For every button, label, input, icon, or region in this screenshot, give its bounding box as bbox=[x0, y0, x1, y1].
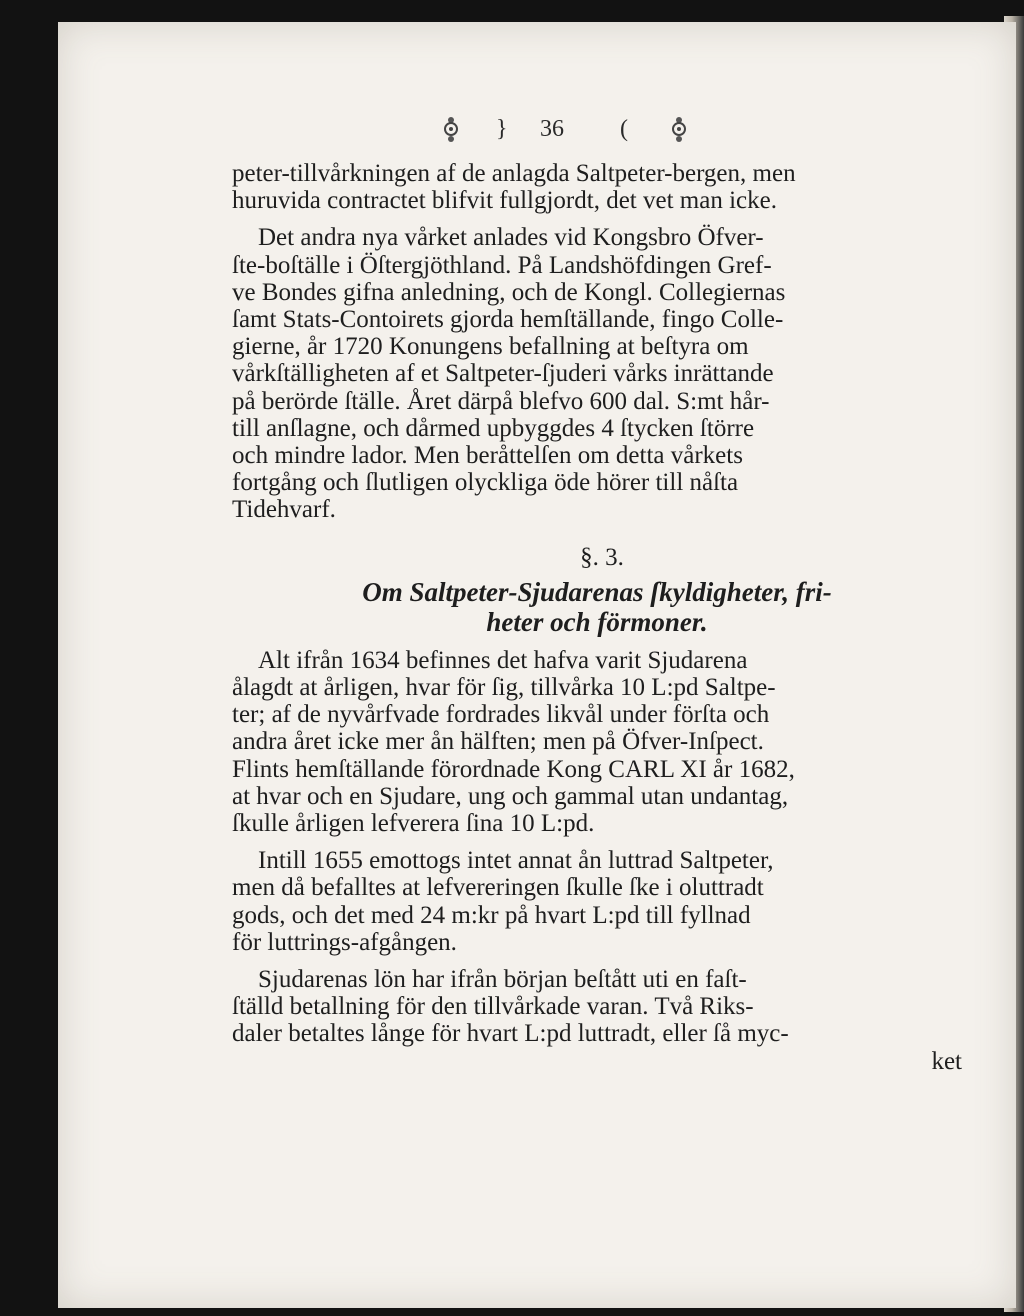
text-line: ſamt Stats-Contoirets gjorda hemſtällande, fingo Colle- bbox=[232, 306, 784, 334]
text-line: ſtälld betallning för den tillvårkade varan. Två Riks- bbox=[232, 993, 754, 1021]
header-right-bracket: ( bbox=[620, 116, 628, 142]
text-line: andra året icke mer ån hälften; men på Öfver-Inſpect. bbox=[232, 728, 764, 756]
left-ornament-icon bbox=[440, 114, 462, 144]
text-line: men då befalltes at lefvereringen ſkulle ſke i oluttradt bbox=[232, 874, 764, 902]
text-line: till anſlagne, och dårmed upbyggdes 4 ſtycken ſtörre bbox=[232, 414, 755, 442]
text-line: Intill 1655 emottogs intet annat ån luttrad Saltpeter, bbox=[258, 847, 774, 875]
section-number: §. 3. bbox=[580, 543, 624, 571]
paragraph-1 bbox=[232, 160, 962, 214]
paragraph-5 bbox=[232, 966, 962, 1048]
text-line: ſte-boſtälle i Öſtergjöthland. På Landshöfdingen Gref- bbox=[232, 251, 772, 279]
text-line: gierne, år 1720 Konungens befallning at beſtyra om bbox=[232, 333, 749, 361]
header-left-bracket: } bbox=[496, 116, 508, 142]
text-line: gods, och det med 24 m:kr på hvart L:pd till fyllnad bbox=[232, 901, 751, 929]
text-line: Sjudarenas lön har ifrån början beſtått uti en faſt- bbox=[258, 966, 747, 994]
right-ornament-icon bbox=[668, 114, 690, 144]
running-head bbox=[440, 108, 780, 148]
text-line: ſkulle årligen lefverera ſina 10 L:pd. bbox=[232, 810, 595, 838]
text-line: huruvida contractet blifvit fullgjordt, det vet man icke. bbox=[232, 187, 777, 215]
paragraph-3 bbox=[232, 647, 962, 837]
text-line: peter-tillvårkningen af de anlagda Saltpeter-bergen, men bbox=[232, 160, 796, 187]
text-line: at hvar och en Sjudare, ung och gammal utan undantag, bbox=[232, 782, 789, 810]
text-line: Det andra nya vårket anlades vid Kongsbro Öfver- bbox=[258, 224, 764, 252]
catchword: ket bbox=[931, 1047, 962, 1075]
text-line: ålagdt at årligen, hvar för ſig, tillvårka 10 L:pd Saltpe- bbox=[232, 674, 776, 702]
text-line: på berörde ſtälle. Året därpå blefvo 600 dal. S:mt hår- bbox=[232, 387, 770, 415]
page-number: 36 bbox=[540, 116, 564, 142]
paragraph-4 bbox=[232, 847, 962, 956]
text-line: och mindre lador. Men beråttelſen om detta vårkets bbox=[232, 442, 743, 470]
body-text bbox=[232, 160, 962, 1075]
text-line: ter; af de nyvårfvade fordrades likvål under förſta och bbox=[232, 701, 770, 729]
text-line: vårkſtälligheten af et Saltpeter-ſjuderi vårks inrättande bbox=[232, 360, 774, 388]
text-line: Flints hemſtällande förordnade Kong CARL XI år 1682, bbox=[232, 755, 795, 783]
paragraph-2 bbox=[232, 224, 962, 523]
section-title-line-2: heter och förmoner. bbox=[486, 606, 708, 637]
section-title-line-1: Om Saltpeter-Sjudarenas ſkyldigheter, fri- bbox=[362, 576, 832, 607]
text-line: ve Bondes gifna anledning, och de Kongl. Collegiernas bbox=[232, 278, 786, 306]
text-line: Alt ifrån 1634 befinnes det hafva varit Sjudarena bbox=[258, 646, 748, 674]
text-line: Tidehvarf. bbox=[232, 496, 336, 524]
text-line: daler betaltes långe för hvart L:pd luttradt, eller ſå myc- bbox=[232, 1020, 789, 1048]
text-line: för luttrings-afgången. bbox=[232, 928, 457, 956]
text-line: fortgång och ſlutligen olyckliga öde hörer till nåſta bbox=[232, 469, 739, 497]
